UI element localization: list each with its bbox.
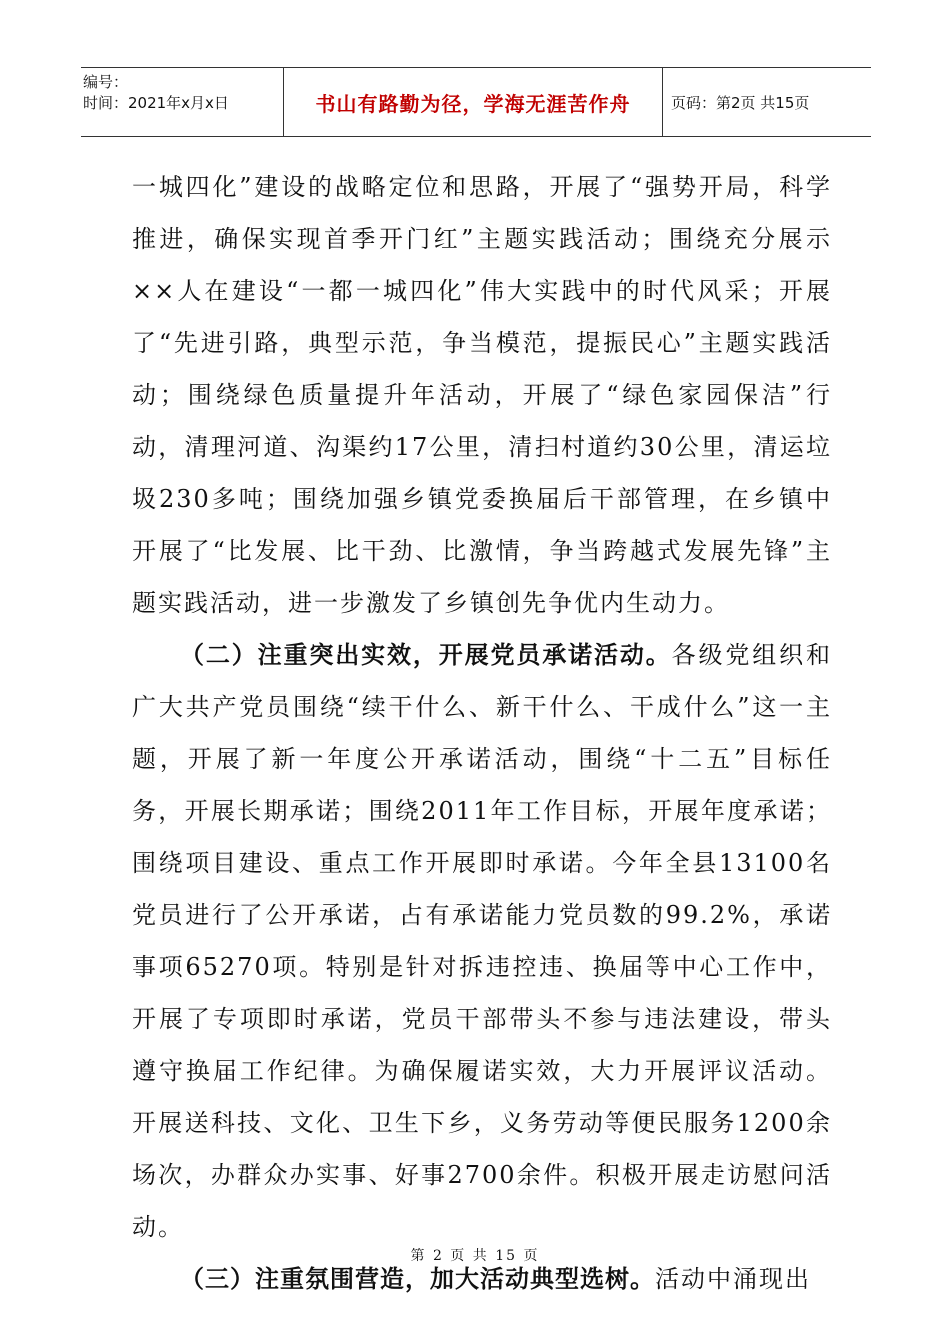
document-body [132, 161, 832, 1305]
page-footer: 第 2 页 共 15 页 [410, 1248, 540, 1264]
document-number-label: 编号： [83, 73, 129, 91]
document-date-label: 时间：2021年x月x日 [83, 94, 229, 112]
paragraph-2 [132, 629, 832, 1253]
section-2-text: 各级党组织和广大共产党员围绕“续干什么、新干什么、干成什么”这一主题，开展了新一年度公开承诺活动，围绕“十二五”目标任务，开展长期承诺；围绕2011年工作目标，开展年度承诺；围绕项目建设、重点工作开展即时承诺。今年全县13100名党员进行了公开承诺，占有承诺能力党员数的99.2%，承诺事项65270项。特别是针对拆违控违、换届等中心工作中，开展了专项即时承诺，党员干部带头不参与违法建设，带头遵守换届工作纪律。为确保履诺实效，大力开展评议活动。开展送科技、文化、卫生下乡，义务劳动等便民服务1200余场次，办群众办实事、好事2700余件。积极开展走访慰问活动。 [132, 641, 832, 1241]
paragraph-1: 一城四化”建设的战略定位和思路，开展了“强势开局，科学推进，确保实现首季开门红”主题实践活动；围绕充分展示××人在建设“一都一城四化”伟大实践中的时代风采；开展了“先进引路，典型示范，争当模范，提振民心”主题实践活动；围绕绿色质量提升年活动，开展了“绿色家园保洁”行动，清理河道、沟渠约17公里，清扫村道约30公里，清运垃圾230多吨；围绕加强乡镇党委换届后干部管理，在乡镇中开展了“比发展、比干劲、比激情，争当跨越式发展先锋”主题实践活动，进一步激发了乡镇创先争优内生动力。 [132, 173, 832, 617]
page-header [81, 67, 871, 137]
section-2-heading: （二）注重突出实效，开展党员承诺活动。 [180, 641, 672, 669]
header-meta [81, 68, 284, 136]
section-3-text: 活动中涌现出 [655, 1265, 811, 1293]
section-3-heading: （三）注重氛围营造，加大活动典型选树。 [180, 1265, 655, 1293]
header-page-label: 页码：第2页 共15页 [671, 93, 810, 112]
header-motto: 书山有路勤为径，学海无涯苦作舟 [284, 68, 663, 136]
